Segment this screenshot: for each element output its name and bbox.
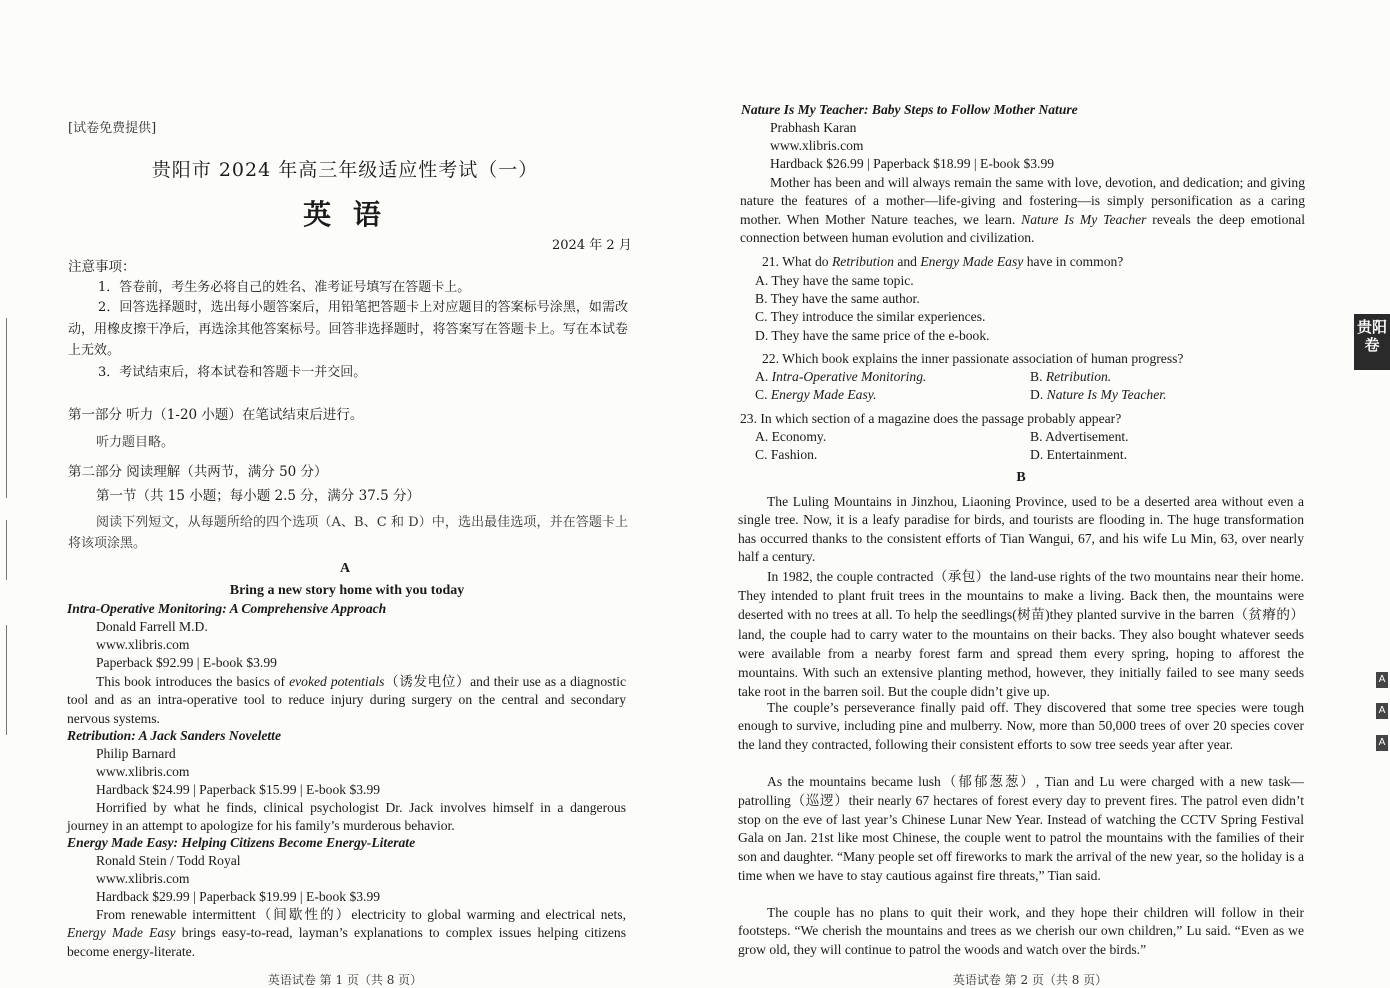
- passage-b-paragraph-2: In 1982, the couple contracted（承包）the land-use rights of the two mountains near their home. They intended to plant fruit trees in the mountains to make a living. Back then, the mountains were deserted with no trees at all. To help the seedlings(树苗)they planted survive in the barren（贫瘠的）land, the couple had to carry water to the mountains on their backs. They also bought whatever seeds were available from a nearby forest farm and spread them every spring, hoping to afforest the mountains. With such an extensive planting method, however, they initially failed to see many seeds take root in the barren soil. But the couple didn’t give up.: [738, 569, 1304, 700]
- question-22: 22. Which book explains the inner passionate association of human progress?: [762, 351, 1184, 366]
- passage-b-paragraph-3: The couple’s perseverance finally paid off. They discovered that some tree species were tough enough to survive, including pine and mulberry. Now, more than 50,000 trees of over 20 species cover the land they contracted, following their consistent efforts to sow tree seeds year after year.: [738, 700, 1304, 752]
- book4-website: www.xlibris.com: [770, 138, 864, 153]
- q21-option-b[interactable]: B. They have the same author.: [755, 291, 920, 306]
- binding-line: [6, 625, 7, 735]
- passage-b-paragraph-4: As the mountains became lush（郁郁葱葱）, Tian and Lu were charged with a new task—patrolling（巡逻）their nearly 67 hectares of forest every day to prevent fires. The patrol even didn’t stop on the eve of last year’s Chinese Lunar New Year. Instead of watching the CCTV Spring Festival Gala on Jan. 21st like most Chinese, the couple went to patrol the mountains with the families of their son and daughter. “Many people set off fireworks to mark the arrival of the new year, so the holiday is a time when we have to stay cautious against fire threats,” Tian said.: [738, 774, 1304, 883]
- passage-a-letter: A: [339, 561, 351, 576]
- q21-option-a[interactable]: A. They have the same topic.: [755, 273, 914, 288]
- book3-title: Energy Made Easy: Helping Citizens Become Energy-Literate: [67, 835, 416, 850]
- question-23: 23. In which section of a magazine does the passage probably appear?: [740, 411, 1122, 426]
- book2-website: www.xlibris.com: [96, 764, 190, 779]
- exam-date: 2024 年 2 月: [552, 238, 632, 253]
- q23-option-a[interactable]: A. Economy.: [755, 429, 827, 444]
- part2-heading: 第二部分 阅读理解（共两节，满分 50 分）: [68, 464, 328, 480]
- edge-marker: A: [1376, 672, 1388, 688]
- reading-instructions: 阅读下列短文，从每题所给的四个选项（A、B、C 和 D）中，选出最佳选项，并在答题卡上将该项涂黑。: [68, 515, 628, 551]
- book3-website: www.xlibris.com: [96, 871, 190, 886]
- book4-author: Prabhash Karan: [770, 120, 857, 135]
- section1-heading: 第一节（共 15 小题；每小题 2.5 分，满分 37.5 分）: [96, 488, 420, 504]
- binding-line: [6, 318, 7, 498]
- book4-title: Nature Is My Teacher: Baby Steps to Follow Mother Nature: [741, 102, 1078, 117]
- book2-author: Philip Barnard: [96, 746, 176, 761]
- edge-marker: A: [1376, 735, 1388, 751]
- book2-prices: Hardback $24.99 | Paperback $15.99 | E-book $3.99: [96, 782, 381, 797]
- passage-b-paragraph-1: The Luling Mountains in Jinzhou, Liaoning Province, used to be a deserted area without even a single tree. Now, it is a leafy paradise for birds, and tourists are flooding in. The huge transformation has occurred thanks to the consistent efforts of Tian Wangui, 67, and his wife Lu Min, 63, over nearly half a century.: [738, 494, 1304, 565]
- notice-heading: 注意事项：: [68, 259, 136, 275]
- q23-option-b[interactable]: B. Advertisement.: [1030, 429, 1129, 444]
- notice-item-1: 1．答卷前，考生务必将自己的姓名、准考证号填写在答题卡上。: [98, 280, 471, 295]
- passage-a-title: Bring a new story home with you today: [229, 583, 465, 598]
- passage-b-paragraph-5: The couple has no plans to quit their work, and they hope their children will follow in their footsteps. “We cherish the mountains and trees as we cherish our own children,” Lu said. “Even as we grow old, they will continue to patrol the woods and watch over the birds.”: [738, 905, 1304, 957]
- notice-item-3: 3．考试结束后，将本试卷和答题卡一并交回。: [98, 365, 367, 380]
- q21-option-d[interactable]: D. They have the same price of the e-book.: [755, 328, 990, 343]
- book1-title: Intra-Operative Monitoring: A Comprehensive Approach: [67, 601, 387, 616]
- page-footer: 英语试卷 第 1 页（共 8 页）: [267, 973, 423, 987]
- provided-tag: [试卷免费提供]: [68, 121, 157, 136]
- book3-prices: Hardback $29.99 | Paperback $19.99 | E-book $3.99: [96, 889, 381, 904]
- book2-title: Retribution: A Jack Sanders Novelette: [67, 728, 281, 743]
- part1-note: 听力题目略。: [96, 435, 175, 450]
- q22-option-d[interactable]: D. Nature Is My Teacher.: [1030, 387, 1167, 402]
- q22-option-b[interactable]: B. Retribution.: [1030, 369, 1112, 384]
- book2-description: Horrified by what he finds, clinical psychologist Dr. Jack involves himself in a dangerous journey in an attempt to apologize for his family’s murderous behavior.: [67, 800, 626, 834]
- exam-page-2: [700, 0, 1390, 987]
- exam-title: 贵阳市 2024 年高三年级适应性考试（一）: [151, 159, 539, 181]
- book1-website: www.xlibris.com: [96, 637, 190, 652]
- q23-option-c[interactable]: C. Fashion.: [755, 447, 818, 462]
- notice-item-2: 2．回答选择题时，选出每小题答案后，用铅笔把答题卡上对应题目的答案标号涂黑，如需改动，用橡皮擦干净后，再选涂其他答案标号。回答非选择题时，将答案写在答题卡上。写在本试卷上无效。: [68, 300, 628, 358]
- region-side-tab: 贵阳卷: [1354, 314, 1390, 370]
- question-21: 21. What do Retribution and Energy Made Easy have in common?: [762, 254, 1124, 269]
- part1-heading: 第一部分 听力（1-20 小题）在笔试结束后进行。: [68, 407, 364, 423]
- q22-option-a[interactable]: A. Intra-Operative Monitoring.: [755, 369, 927, 384]
- passage-b-letter: B: [1016, 470, 1026, 485]
- q23-option-d[interactable]: D. Entertainment.: [1030, 447, 1128, 462]
- book1-prices: Paperback $92.99 | E-book $3.99: [96, 655, 277, 670]
- page-footer: 英语试卷 第 2 页（共 8 页）: [952, 973, 1108, 987]
- edge-marker: A: [1376, 703, 1388, 719]
- q21-option-c[interactable]: C. They introduce the similar experiences.: [755, 309, 986, 324]
- book3-description: From renewable intermittent（间歇性的）electricity to global warming and electrical nets, Energy Made Easy brings easy-to-read, layman’s explanations to complex issues helping citizens become energy-literate.: [67, 907, 626, 959]
- book4-description: Mother has been and will always remain the same with love, devotion, and dedication; and giving nature the features of a mother—life-giving and fostering—is simply personification as a caring mother. When Mother Nature teaches, we learn. Nature Is My Teacher reveals the deep emotional connection between human evolution and civilization.: [740, 175, 1305, 246]
- book1-description: This book introduces the basics of evoked potentials（诱发电位）and their use as a diagnostic tool and as an intra-operative tool to reduce injury during surgery on the central and secondary nervous systems.: [67, 674, 626, 726]
- exam-page-1: [0, 0, 690, 987]
- subject-title: 英 语: [303, 198, 387, 231]
- book4-prices: Hardback $26.99 | Paperback $18.99 | E-book $3.99: [770, 156, 1055, 171]
- book1-author: Donald Farrell M.D.: [96, 619, 208, 634]
- q22-option-c[interactable]: C. Energy Made Easy.: [755, 387, 877, 402]
- book3-author: Ronald Stein / Todd Royal: [96, 853, 241, 868]
